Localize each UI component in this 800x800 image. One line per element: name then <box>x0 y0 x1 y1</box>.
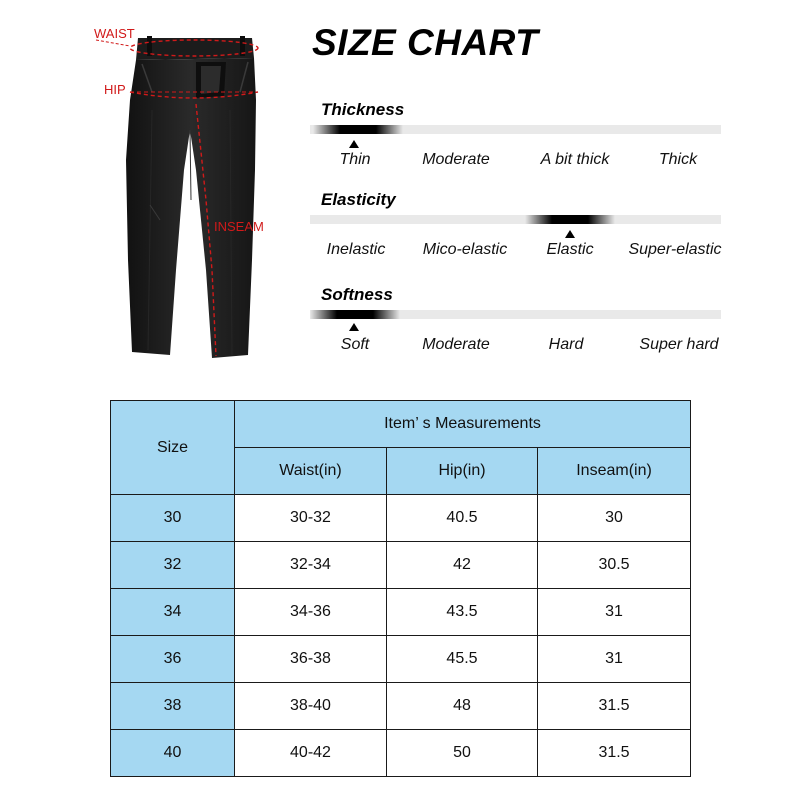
table-row <box>111 589 691 636</box>
size-table <box>110 400 691 777</box>
waist-cell: 30-32 <box>235 495 387 542</box>
table-row <box>111 636 691 683</box>
table-row <box>111 683 691 730</box>
arrow-up-icon <box>349 323 359 331</box>
table-row <box>111 495 691 542</box>
size-cell: 30 <box>111 495 235 542</box>
size-cell: 36 <box>111 636 235 683</box>
scale-option: Soft <box>340 336 370 353</box>
scale-elasticity <box>310 188 730 268</box>
scale-option: Moderate <box>422 151 490 168</box>
pants-body <box>126 58 256 358</box>
scale-option: Moderate <box>422 336 490 353</box>
scale-marker <box>310 310 400 319</box>
size-cell: 34 <box>111 589 235 636</box>
scale-option: Inelastic <box>326 241 386 258</box>
scale-title: Softness <box>321 285 393 304</box>
column-header-inseam: Inseam(in) <box>538 448 691 495</box>
inseam-cell: 31 <box>538 589 691 636</box>
pants-drawing <box>0 0 300 380</box>
pants-illustration <box>0 0 300 380</box>
inseam-cell: 31 <box>538 636 691 683</box>
hip-cell: 42 <box>387 542 538 589</box>
scale-track <box>310 125 721 134</box>
scale-option: A bit thick <box>540 151 610 168</box>
table-row <box>111 542 691 589</box>
waist-cell: 32-34 <box>235 542 387 589</box>
scale-marker <box>313 125 403 134</box>
scale-softness <box>310 283 730 363</box>
scale-option: Thick <box>658 151 698 168</box>
waist-cell: 40-42 <box>235 730 387 777</box>
scale-track <box>310 310 721 319</box>
scale-option: Super hard <box>639 336 719 353</box>
size-cell: 40 <box>111 730 235 777</box>
table-row <box>111 730 691 777</box>
hip-cell: 48 <box>387 683 538 730</box>
scale-track <box>310 215 721 224</box>
waist-cell: 38-40 <box>235 683 387 730</box>
column-header-hip: Hip(in) <box>387 448 538 495</box>
hip-cell: 45.5 <box>387 636 538 683</box>
page-title: SIZE CHART <box>312 22 539 63</box>
hip-cell: 40.5 <box>387 495 538 542</box>
arrow-up-icon <box>349 140 359 148</box>
scale-title: Thickness <box>321 100 405 119</box>
scale-option: Elastic <box>546 241 594 258</box>
column-header-waist: Waist(in) <box>235 448 387 495</box>
inseam-label: INSEAM <box>214 219 264 234</box>
scale-option: Mico-elastic <box>422 241 508 258</box>
inseam-cell: 30.5 <box>538 542 691 589</box>
scale-option: Thin <box>339 151 371 168</box>
waist-label: WAIST <box>94 26 135 41</box>
hip-cell: 43.5 <box>387 589 538 636</box>
measurements-header: Item’ s Measurements <box>235 401 691 448</box>
inseam-cell: 30 <box>538 495 691 542</box>
inseam-cell: 31.5 <box>538 683 691 730</box>
size-header: Size <box>111 401 235 495</box>
hip-cell: 50 <box>387 730 538 777</box>
waist-cell: 36-38 <box>235 636 387 683</box>
scale-option: Super-elastic <box>628 241 722 258</box>
size-cell: 38 <box>111 683 235 730</box>
scale-option: Hard <box>548 336 584 353</box>
hip-label: HIP <box>104 82 126 97</box>
inseam-cell: 31.5 <box>538 730 691 777</box>
scale-thickness <box>310 98 730 178</box>
waist-cell: 34-36 <box>235 589 387 636</box>
size-cell: 32 <box>111 542 235 589</box>
arrow-up-icon <box>565 230 575 238</box>
scale-title: Elasticity <box>321 190 396 209</box>
scale-marker <box>525 215 615 224</box>
